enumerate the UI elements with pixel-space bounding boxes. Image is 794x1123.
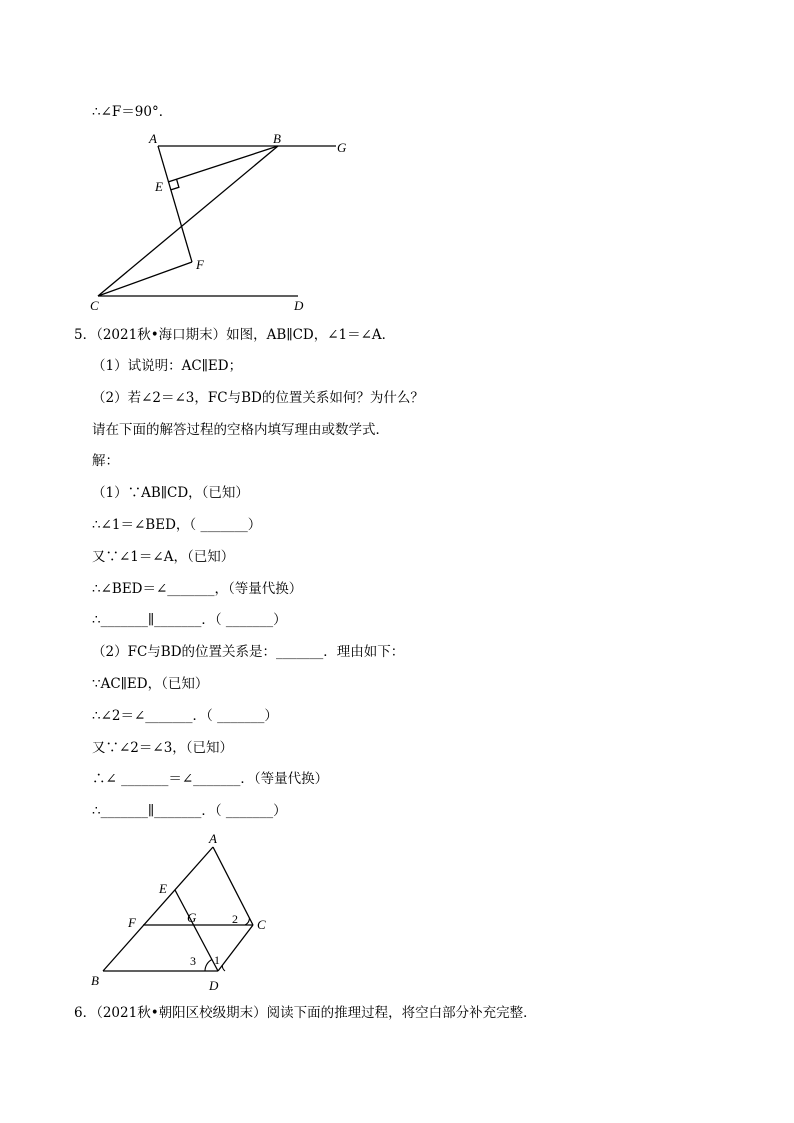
figure-2-geometry	[0, 820, 794, 995]
angle-label-3: 3	[190, 954, 196, 968]
text-line-conclusion-f-90: ∴∠F＝90°．	[92, 104, 173, 120]
segment-ab	[103, 847, 213, 971]
solution-step-5: ∴_______∥_______．（ _______）	[92, 612, 287, 628]
angle-label-2: 2	[232, 912, 238, 926]
solution-step-6: （2）FC与BD的位置关系是：_______．理由如下：	[92, 644, 405, 660]
label-g: G	[187, 910, 197, 925]
solution-step-10: ∴∠ _______＝∠_______．（等量代换）	[92, 771, 329, 787]
question-5-instruction: 请在下面的解答过程的空格内填写理由或数学式．	[92, 422, 389, 438]
question-5-part-1: （1）试说明：AC∥ED；	[92, 358, 243, 374]
solution-heading: 解：	[92, 453, 119, 469]
label-e: E	[159, 881, 167, 896]
solution-step-9: 又∵∠2＝∠3，（已知）	[92, 740, 234, 756]
label-e: E	[155, 179, 163, 194]
label-c: C	[257, 917, 266, 932]
angle-arc-3	[205, 960, 212, 972]
segment-cf	[98, 262, 192, 296]
question-6-stem: 6．（2021秋•朝阳区校级期末）阅读下面的推理过程，将空白部分补充完整．	[74, 1005, 537, 1021]
segment-eb	[168, 146, 278, 182]
solution-step-3: 又∵∠1＝∠A，（已知）	[92, 549, 235, 565]
solution-step-8: ∴∠2＝∠_______．（ _______）	[92, 708, 278, 724]
label-f: F	[196, 257, 204, 272]
angle-arc-1	[222, 965, 225, 971]
question-5-part-2: （2）若∠2＝∠3，FC与BD的位置关系如何？为什么？	[92, 390, 424, 406]
solution-step-7: ∵AC∥ED，（已知）	[92, 676, 209, 692]
label-b: B	[91, 973, 99, 988]
label-b: B	[273, 131, 281, 146]
solution-step-4: ∴∠BED＝∠_______，（等量代换）	[92, 581, 303, 597]
solution-step-11: ∴_______∥_______．（ _______）	[92, 803, 287, 819]
question-5-stem: 5．（2021秋•海口期末）如图，AB∥CD，∠1＝∠A．	[74, 327, 396, 343]
label-f: F	[128, 915, 136, 930]
label-d: D	[294, 298, 304, 313]
solution-step-1: （1）∵AB∥CD，（已知）	[92, 485, 249, 501]
segment-ed	[175, 890, 218, 971]
label-d: D	[209, 978, 219, 993]
segment-dc	[218, 925, 253, 971]
angle-arc-2	[245, 918, 250, 925]
figure-1-svg	[0, 0, 794, 320]
label-c: C	[90, 298, 99, 313]
angle-label-1: 1	[214, 953, 220, 967]
segment-bc	[98, 146, 278, 296]
label-a: A	[149, 131, 157, 146]
figure-2-svg	[0, 820, 794, 995]
segment-af	[158, 146, 192, 262]
solution-step-2: ∴∠1＝∠BED，（ _______）	[92, 517, 262, 533]
label-g: G	[337, 140, 347, 155]
figure-1-geometry	[0, 0, 794, 320]
label-a: A	[209, 831, 217, 846]
